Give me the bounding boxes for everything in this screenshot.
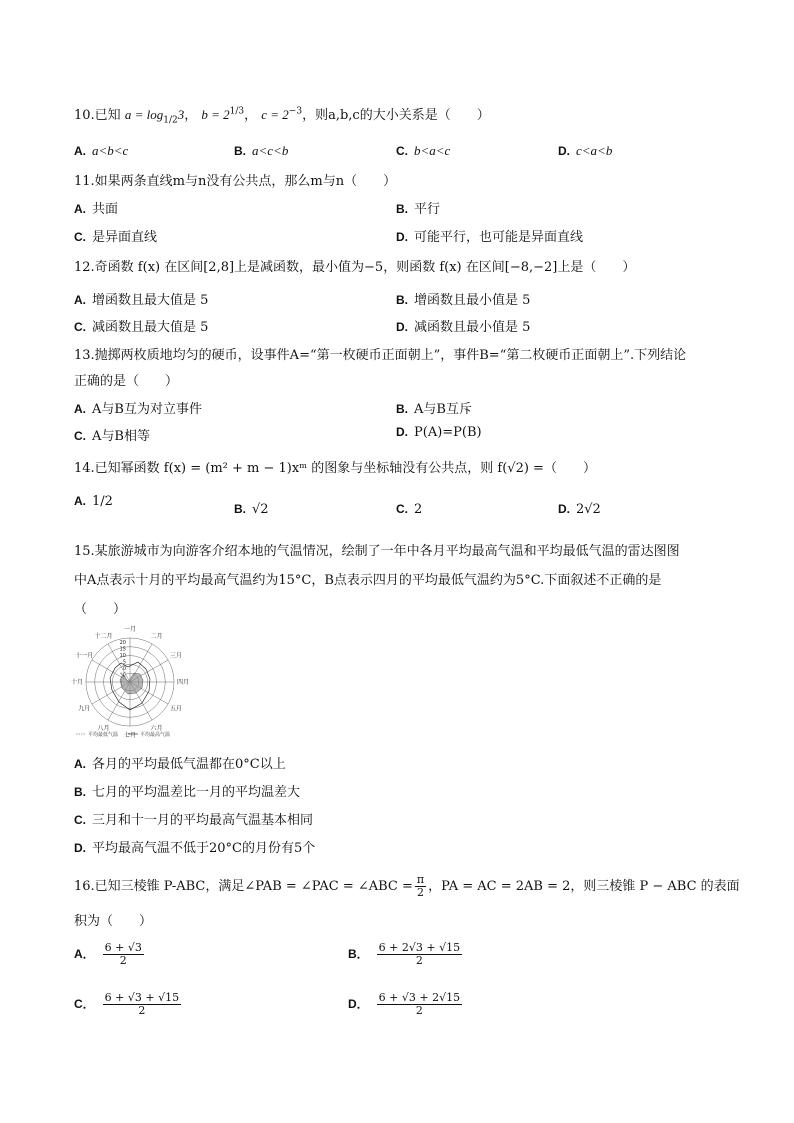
q12-option-c: C. 减函数且最大值是 5: [74, 320, 209, 335]
legend-high-text: 平均最高气温: [140, 732, 171, 738]
q12-option-a: A. 增函数且最大值是 5: [74, 293, 209, 308]
q14-stem: 14.已知幂函数 f(x) = (m² + m − 1)xᵐ 的图象与坐标轴没有公共点，则 f(√2) =（ ）: [74, 461, 596, 476]
q10-stem: 10.已知 $a = \log_{1/2}3$， $b = 2^{1/3}$， $c = 2^{-3}$，则a,b,c的大小关系是（ ）: [74, 106, 490, 126]
q11-stem: 11.如果两条直线m与n没有公共点，那么m与n（ ）: [74, 174, 397, 189]
radar-month-label: 一月: [123, 626, 137, 633]
q16-option-b: B． $\frac{6 + 2√3 + √15}{2}$: [348, 941, 461, 967]
q10-c-expr: c = 2: [261, 107, 289, 122]
q12-option-d: D. 减函数且最小值是 5: [396, 320, 531, 335]
q16-angle-fraction: $\frac{\pi}{2}$: [416, 873, 425, 899]
q16-stem: [74, 874, 740, 899]
q10-b-exp: 1/3: [229, 106, 245, 117]
q10-a-arg: 3: [177, 107, 185, 122]
radar-month-label: 七月: [123, 732, 137, 739]
q10-option-d: D. c<a<b: [558, 143, 613, 158]
q13-option-a: A. A与B互为对立事件: [74, 402, 202, 417]
radar-ring-label: 10: [119, 653, 126, 659]
q16-option-c: C． $\frac{6 + √3 + √15}{2}$: [74, 991, 180, 1017]
radar-month-label: 八月: [97, 724, 110, 732]
q15-radar-svg: [70, 622, 200, 742]
q16-option-a: A． $\frac{6 + √3}{2}$: [74, 941, 142, 967]
q13-stem-line2: 正确的是（ ）: [74, 374, 179, 389]
q11-option-b: B. 平行: [396, 202, 441, 217]
q16-stem-post: ，PA = AC = 2AB = 2，则三棱锥 P − ABC 的表面: [428, 879, 740, 894]
q12-option-b: B. 增函数且最小值是 5: [396, 293, 531, 308]
q15-stem-line2: 中A点表示十月的平均最高气温约为15°C，B点表示四月的平均最低气温约为5°C.下面叙述不正确的是: [74, 573, 662, 588]
q13-option-c: C. A与B相等: [74, 429, 150, 444]
q10-option-a: A. a<b<c: [74, 143, 129, 158]
radar-ring-label: °C: [120, 672, 126, 679]
q11-option-a: A. 共面: [74, 202, 119, 217]
q15-radar-chart: [70, 622, 200, 742]
q11-option-d: D. 可能平行，也可能是异面直线: [396, 230, 584, 245]
q15-stem-line3: （ ）: [74, 602, 127, 617]
q10-stem-pre: 10.已知: [74, 108, 121, 123]
radar-ring-labels: [120, 640, 127, 679]
radar-ring-label: 0: [122, 666, 126, 672]
legend-low-text: 平均最低气温: [88, 732, 119, 738]
q11-option-c: C. 是异面直线: [74, 230, 158, 245]
q14-option-b: B. √2: [234, 502, 269, 517]
radar-ring-label: 20: [119, 640, 126, 646]
q10-stem-post: ，则a,b,c的大小关系是（ ）: [302, 108, 490, 123]
q14-option-c: C. 2: [396, 502, 423, 517]
radar-month-label: 十月: [70, 679, 84, 686]
q12-stem: 12.奇函数 f(x) 在区间[2,8]上是减函数，最小值为−5，则函数 f(x) 在区间[−8,−2]上是（ ）: [74, 260, 636, 275]
q10-b-expr: b = 2: [201, 107, 230, 122]
radar-month-label: 五月: [169, 705, 182, 713]
radar-month-label: 十一月: [75, 652, 94, 660]
q13-option-d: D. P(A)=P(B): [396, 425, 482, 440]
radar-month-label: 四月: [176, 679, 190, 686]
q16-stem-pre: 16.已知三棱锥 P-ABC，满足∠PAB = ∠PAC = ∠ABC =: [74, 879, 413, 894]
q10-a-base: 1/2: [163, 115, 178, 126]
radar-ring-label: 5: [122, 659, 126, 666]
radar-month-label: 二月: [150, 633, 163, 641]
q13-stem-line1: 13.抛掷两枚质地均匀的硬币，设事件A=“第一枚硬币正面朝上”，事件B=“第二枚硬币正面朝上”.下列结论: [74, 348, 687, 363]
q16-stem-line2: 积为（ ）: [74, 914, 153, 929]
q16-option-d: D． $\frac{6 + √3 + 2√15}{2}$: [348, 991, 461, 1017]
q14-option-a: A. 1/2: [74, 494, 113, 509]
q10-option-b: B. a<c<b: [234, 143, 289, 158]
q10-c-exp: −3: [288, 106, 303, 117]
q15-option-c: C. 三月和十一月的平均最高气温基本相同: [74, 813, 314, 828]
q15-option-d: D. 平均最高气温不低于20°C的月份有5个: [74, 841, 316, 856]
q13-option-b: B. A与B互斥: [396, 402, 472, 417]
radar-month-label: 九月: [78, 705, 91, 713]
q14-option-d: D. 2√2: [558, 502, 601, 517]
radar-month-label: 六月: [150, 724, 163, 732]
q10-a-expr: a = log: [124, 107, 164, 122]
radar-month-label: 三月: [169, 652, 182, 660]
q15-stem-line1: 15.某旅游城市为向游客介绍本地的气温情况，绘制了一年中各月平均最高气温和平均最低气温的雷达图图: [74, 544, 680, 559]
radar-month-label: 十二月: [94, 633, 113, 641]
q15-option-b: B. 七月的平均温差比一月的平均温差大: [74, 785, 301, 800]
q10-option-c: C. b<a<c: [396, 143, 451, 158]
radar-ring-label: 15: [119, 646, 126, 653]
q15-option-a: A. 各月的平均最低气温都在0°C以上: [74, 757, 286, 772]
